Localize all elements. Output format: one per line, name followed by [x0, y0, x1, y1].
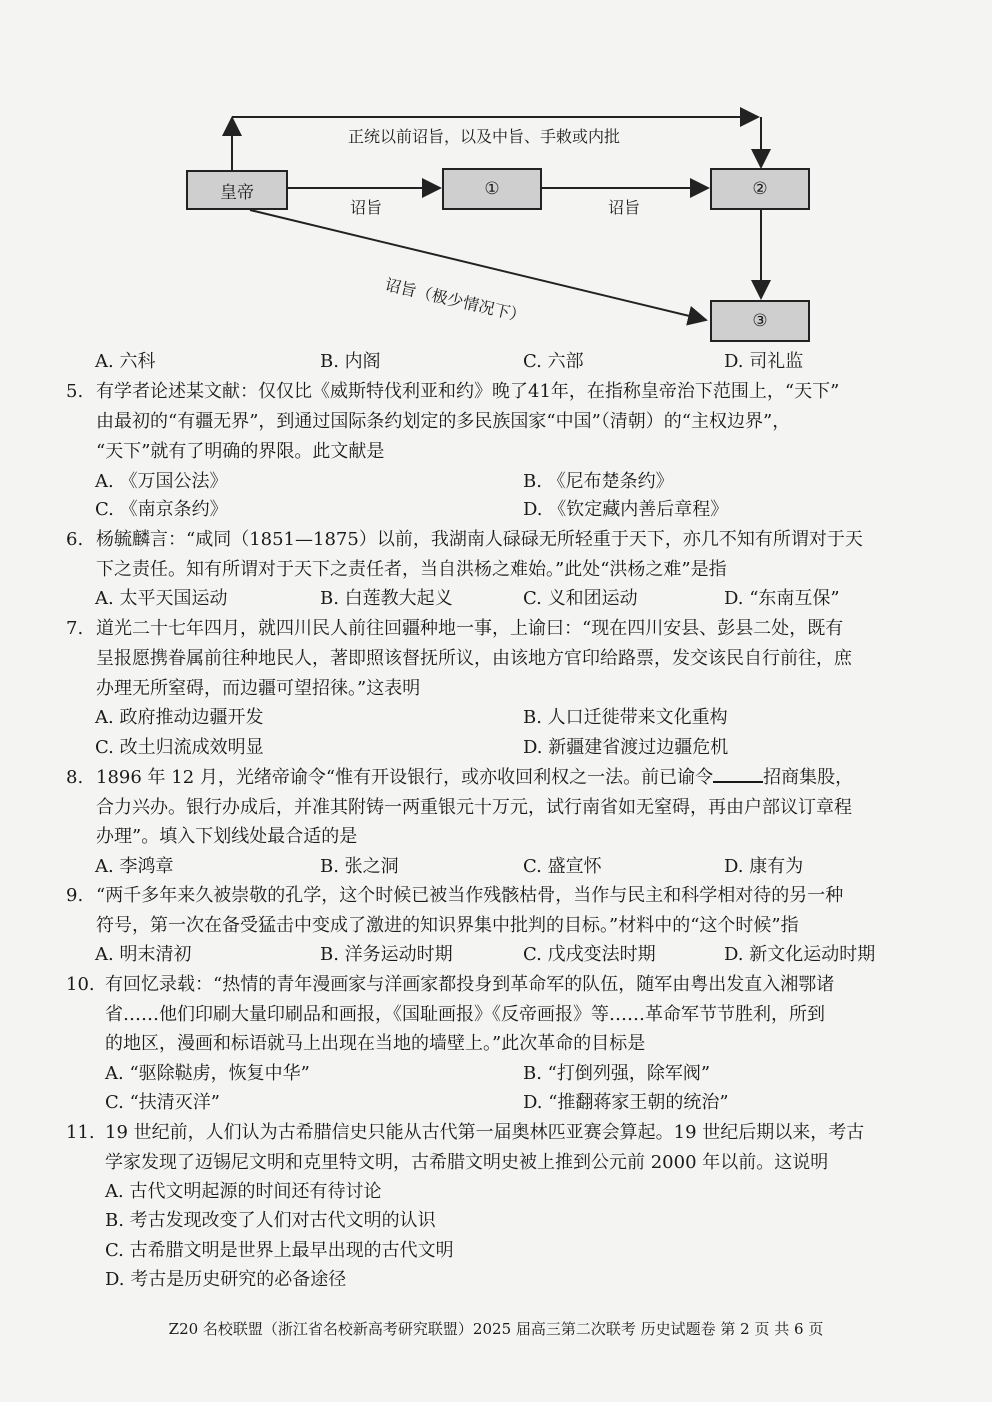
q5-option-b: B. 《尼布楚条约》	[523, 471, 674, 492]
q7-option-a: A. 政府推动边疆开发	[95, 707, 264, 728]
q4-option-a: A. 六科	[95, 351, 156, 372]
q6-number: 6.	[66, 529, 84, 550]
fill-blank	[713, 763, 763, 783]
q9-number: 9.	[66, 885, 84, 906]
q11-line: 学家发现了迈锡尼文明和克里特文明，古希腊文明史被上推到公元前 2000 年以前。这说明	[105, 1152, 829, 1173]
q7-line: 呈报愿携眷属前往种地民人，著即照该督抚所议，由该地方官印给路票，发交该民自行前往，庶	[96, 648, 852, 669]
q8-line: 办理”。填入下划线处最合适的是	[96, 826, 358, 847]
q8-option-d: D. 康有为	[724, 856, 804, 877]
q11-number: 11.	[66, 1122, 95, 1143]
q10-option-c: C. “扶清灭洋”	[105, 1092, 220, 1113]
q9-option-d: D. 新文化运动时期	[724, 944, 876, 965]
q8-line-1-post: 招商集股，	[763, 767, 854, 788]
q8-option-c: C. 盛宣怀	[523, 856, 602, 877]
q9-line: “两千多年来久被崇敬的孔学，这个时候已被当作残骸枯骨，当作与民主和科学相对待的另一种	[96, 885, 844, 906]
label-mid1: 诏旨	[350, 198, 383, 217]
q10-option-d: D. “推翻蒋家王朝的统治”	[523, 1092, 729, 1113]
q8-line-1	[96, 763, 853, 793]
q8-line: 合力兴办。银行办成后，并准其附铸一两重银元十万元，试行南省如无窒碍，再由户部议订章程	[96, 797, 852, 818]
q10-option-b: B. “打倒列强，除军阀”	[523, 1063, 711, 1084]
q5-line: 有学者论述某文献：仅仅比《威斯特伐利亚和约》晚了41年，在指称皇帝治下范围上，“天下”	[96, 381, 840, 402]
q9-option-a: A. 明末清初	[95, 944, 192, 965]
q5-line: 由最初的“有疆无界”，到通过国际条约划定的多民族国家“中国”（清朝）的“主权边界”，	[96, 411, 791, 432]
q4-option-b: B. 内阁	[320, 351, 381, 372]
q8-number: 8.	[66, 767, 84, 788]
q7-option-d: D. 新疆建省渡过边疆危机	[523, 737, 729, 758]
q7-option-c: C. 改土归流成效明显	[95, 737, 264, 758]
q9-option-c: C. 戊戌变法时期	[523, 944, 656, 965]
q5-number: 5.	[66, 381, 84, 402]
label-diagonal: 诏旨（极少情况下）	[383, 274, 528, 326]
q5-option-d: D. 《钦定藏内善后章程》	[523, 499, 729, 520]
q5-option-a: A. 《万国公法》	[95, 471, 228, 492]
q10-line: 省……他们印刷大量印刷品和画报，《国耻画报》《反帝画报》等……革命军节节胜利，所到	[105, 1004, 825, 1025]
q6-option-c: C. 义和团运动	[523, 588, 638, 609]
q11-option-a: A. 古代文明起源的时间还有待讨论	[105, 1181, 382, 1202]
q7-option-b: B. 人口迁徙带来文化重构	[523, 707, 728, 728]
q7-line: 道光二十七年四月，就四川民人前往回疆种地一事，上谕曰：“现在四川安县、彭县二处，既有	[96, 618, 844, 639]
q11-option-b: B. 考古发现改变了人们对古代文明的认识	[105, 1210, 436, 1231]
q6-option-b: B. 白莲教大起义	[320, 588, 453, 609]
q6-option-d: D. “东南互保”	[724, 588, 840, 609]
q8-option-a: A. 李鸿章	[95, 856, 174, 877]
q11-line: 19 世纪前，人们认为古希腊信史只能从古代第一届奥林匹亚赛会算起。19 世纪后期以来，考古	[105, 1122, 865, 1143]
q11-option-d: D. 考古是历史研究的必备途径	[105, 1269, 347, 1290]
q4-option-d: D. 司礼监	[724, 351, 804, 372]
box-2: ②	[710, 168, 810, 210]
label-mid2: 诏旨	[608, 198, 641, 217]
q7-number: 7.	[66, 618, 84, 639]
q9-line: 符号，第一次在备受猛击中变成了激进的知识界集中批判的目标。”材料中的“这个时候”指	[96, 915, 799, 936]
q9-option-b: B. 洋务运动时期	[320, 944, 453, 965]
q5-option-c: C. 《南京条约》	[95, 499, 228, 520]
q10-line: 有回忆录载：“热情的青年漫画家与洋画家都投身到革命军的队伍，随军由粤出发直入湘鄂诸	[105, 974, 835, 995]
q4-option-c: C. 六部	[523, 351, 584, 372]
label-top: 正统以前诏旨，以及中旨、手敕或内批	[348, 127, 621, 146]
q8-option-b: B. 张之洞	[320, 856, 399, 877]
q5-line: “天下”就有了明确的界限。此文献是	[96, 441, 385, 462]
q6-line: 下之责任。知有所谓对于天下之责任者，当自洪杨之难始。”此处“洪杨之难”是指	[96, 559, 727, 580]
q6-line: 杨毓麟言：“咸同（1851—1875）以前，我湖南人碌碌无所轻重于天下，亦几不知有所谓对于天	[96, 529, 863, 550]
q11-option-c: C. 古希腊文明是世界上最早出现的古代文明	[105, 1240, 454, 1261]
box-1: ①	[442, 168, 542, 210]
box-3: ③	[710, 300, 810, 342]
q10-number: 10.	[66, 974, 95, 995]
q8-line-1-pre: 1896 年 12 月，光绪帝谕令“惟有开设银行，或亦收回利权之一法。前已谕令	[96, 767, 714, 788]
emperor-box: 皇帝	[186, 170, 288, 210]
flow-diagram	[0, 0, 992, 345]
q10-line: 的地区，漫画和标语就马上出现在当地的墙壁上。”此次革命的目标是	[105, 1033, 646, 1054]
q7-line: 办理无所窒碍，而边疆可望招徕。”这表明	[96, 678, 421, 699]
q6-option-a: A. 太平天国运动	[95, 588, 228, 609]
page-footer: Z20 名校联盟（浙江省名校新高考研究联盟）2025 届高三第二次联考 历史试题卷 第 2 页 共 6 页	[168, 1320, 824, 1338]
q10-option-a: A. “驱除鞑虏，恢复中华”	[105, 1063, 310, 1084]
